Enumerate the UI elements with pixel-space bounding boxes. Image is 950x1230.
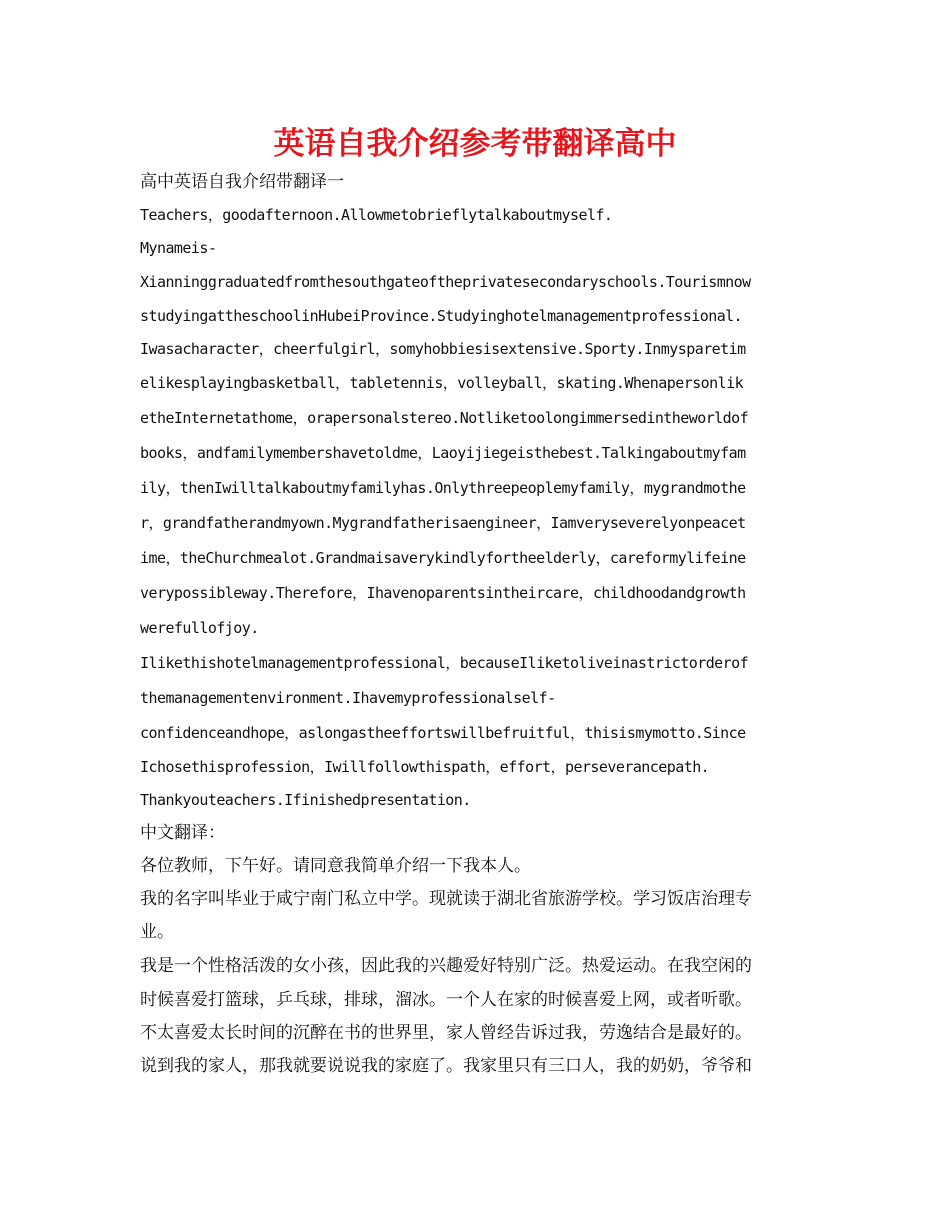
text-line: Thankyouteachers.Ifinishedpresentation.	[140, 791, 471, 809]
text-line: elikesplayingbasketball，tabletennis，volleyball，skating.Whenapersonlik	[140, 374, 744, 392]
document-body	[140, 166, 812, 1083]
english-text	[140, 199, 812, 817]
text-line: Mynameis-	[140, 239, 217, 257]
section-heading: 高中英语自我介绍带翻译一	[140, 172, 344, 192]
text-line: Ilikethishotelmanagementprofessional，becauseIliketoliveinastrictorderof	[140, 654, 749, 672]
chinese-text	[140, 850, 812, 1083]
document-title: 英语自我介绍参考带翻译高中	[273, 126, 677, 162]
text-line: etheInternetathome，orapersonalstereo.Notliketoolongimmersedintheworldof	[140, 409, 749, 427]
text-line: r，grandfatherandmyown.Mygrandfatherisaengineer，Iamveryseverelyonpeacet	[140, 514, 746, 532]
text-line: 说到我的家人，那我就要说说我的家庭了。我家里只有三口人，我的奶奶，爷爷和	[140, 1056, 752, 1076]
text-line: books，andfamilymembershavetoldme，Laoyijiegeisthebest.Talkingaboutmyfam	[140, 444, 746, 462]
text-line: Xianninggraduatedfromthesouthgateoftheprivatesecondaryschools.Tourismnow	[140, 273, 751, 291]
text-line: 我的名字叫毕业于咸宁南门私立中学。现就读于湖北省旅游学校。学习饭店治理专	[140, 889, 752, 909]
text-line: 业。	[140, 922, 174, 942]
translation-heading: 中文翻译：	[140, 823, 225, 843]
text-line: 不太喜爱太长时间的沉醉在书的世界里，家人曾经告诉过我，劳逸结合是最好的。	[140, 1023, 752, 1043]
text-line: 各位教师，下午好。请同意我简单介绍一下我本人。	[140, 856, 531, 876]
text-line: Ichosethisprofession，Iwillfollowthispath，effort，perseverancepath.	[140, 758, 710, 776]
text-line: ily，thenIwilltalkaboutmyfamilyhas.Onlythreepeoplemyfamily，mygrandmothe	[140, 479, 746, 497]
text-line: Iwasacharacter，cheerfulgirl，somyhobbiesisextensive.Sporty.Inmysparetim	[140, 340, 746, 358]
text-line: verypossibleway.Therefore，Ihavenoparentsintheircare，childhoodandgrowth	[140, 584, 746, 602]
text-line: Teachers，goodafternoon.Allowmetobrieflytalkaboutmyself.	[140, 206, 613, 224]
text-line: ime，theChurchmealot.Grandmaisaverykindlyfortheelderly，careformylifeine	[140, 549, 746, 567]
text-line: werefullofjoy.	[140, 619, 259, 637]
text-line: themanagementenvironment.Ihavemyprofessionalself-	[140, 689, 556, 707]
text-line: studyingattheschoolinHubeiProvince.Studyinghotelmanagementprofessional.	[140, 307, 743, 325]
text-line: confidenceandhope，aslongastheeffortswillbefruitful，thisismymotto.Since	[140, 724, 746, 742]
text-line: 时候喜爱打篮球，乒乓球，排球，溜冰。一个人在家的时候喜爱上网，或者听歌。	[140, 990, 752, 1010]
text-line: 我是一个性格活泼的女小孩，因此我的兴趣爱好特别广泛。热爱运动。在我空闲的	[140, 956, 752, 976]
